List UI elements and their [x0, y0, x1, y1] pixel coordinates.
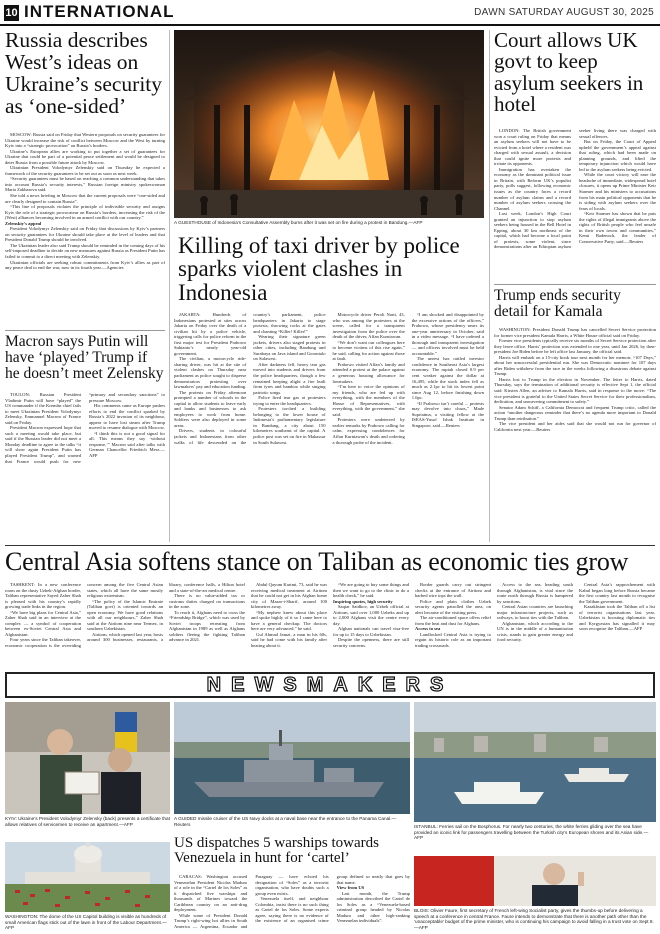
fire-image	[174, 30, 484, 218]
kyiv-photo	[5, 702, 170, 814]
russia-headline: Russia describes West’s ideas on Ukraine’s security as ‘one-sided’	[5, 28, 163, 118]
istanbul-photo	[414, 702, 656, 822]
paragraph: CARACAS: Washington accused Venezuelan President Nicolas Maduro of a role in the “Cartel de los Soles” as it dispatched five warships and thousands of Marines toward the Caribbean country on an anti-drug deployment.	[174, 874, 248, 913]
paragraph: Drivers, students in colourful jackets and Indonesians from other walks of life descended on the country’s parliament, police headquarters in Jakarta to stage protests, throwing rocks at the gates and chanting “Killer! Killer!”	[174, 312, 326, 445]
paragraph: Four years since the Taliban takeover, economic cooperation is the overriding concern among the five Central Asian states, which all have the same mostly religious extremism.	[5, 582, 163, 649]
trump-article-body	[494, 327, 656, 540]
indonesia-article-body	[174, 312, 484, 540]
paragraph: Despite the openness, there are still security concerns.	[333, 637, 409, 649]
trump-headline: Trump ends security detail for Kamala	[494, 287, 621, 320]
paragraph: Gul Ahmad Jamzi, a man in his 60s, said he had come with his family after hearing about it.	[251, 631, 327, 649]
paragraph: “This line of proposals violates the principle of indivisible security and assigns Kyiv the role of a strategic provocateur on Russia’s borders, increasing the risk of the (West) alliances becoming involved in an armed conflict with our country.”	[5, 204, 165, 221]
blois-image	[414, 856, 656, 906]
capitol-image	[5, 842, 170, 912]
paragraph: LONDON: The British government won a court ruling on Friday that means an asylum seekers will not have to be evicted from a hotel where a resident was charged with sexual assault, a decision that could ignite more protests and irritate its opponents.	[494, 128, 571, 167]
paragraph: Harris will embark on a 15-city book tour next month for her memoir, “107 Days,” about her unsuccessful presidential run. She was Democratic nominee for 107 days after Biden withdrew from the race in the weeks following a disastrous debate against Trump.	[494, 354, 656, 377]
subheading: View from US	[336, 885, 365, 891]
paragraph: While some of President Donald Trump’s right-wing hot allies in South America — Argentina, Ecuador and Paraguay — have echoed his designation of “Soles” as a terrorist organisation, who have doubts such a group even exists.	[174, 874, 329, 929]
column-divider	[169, 30, 170, 542]
paragraph: Afghan nationals can travel visa-free for up to 15 days to Uzbekistan.	[333, 626, 409, 637]
paragraph: TASHKENT: In a new conference room on the dusty Uzbek-Afghan border, Taliban representative Sayed Zaher Shah is pleased with his country’s rapidly growing trade links in the region.	[5, 582, 81, 610]
paragraph: President Macron expressed hope that such a meeting would take place, but said if the Russian leader did not meet a Monday deadline to agree to the talks “it will show again President Putin has played President Trump”, and warned that France would push for new “primary and secondary sanctions” to pressure Moscow.	[5, 392, 165, 464]
paragraph: The civilian, a motorcycle ride-sharing driver, was hit at the site of violent clashes on Thursday near parliament as police sought to disperse demonstrators protesting over lawmakers’ pay and education funding.	[174, 356, 247, 390]
paragraph: “I think this is not a good signal for all. This means they say ‘without response,’” Macron said after talks with German Chancellor Friedrich Merz.—AFP	[89, 430, 165, 459]
central-asia-article-body	[5, 582, 655, 668]
paragraph: “Keir Starmer has shown that he puts the rights of illegal immigrants above the rights of British people who feel unsafe in their own towns and communities,” Kemi Badenoch, the leader of Conservative Party, said.—Reuters	[579, 211, 656, 244]
paragraph: Harris lost to Trump in the election in November. The letter to Harris, dated Thursday, says the termination of additional security is effective Sept 1, the official said. Kirsten Allen, an adviser to Kamala Harris, said in response to the move: “The vice president is grateful to the United States Secret Service for their professionalism, dedication, and unwavering commitment to safety.”	[494, 376, 656, 405]
paragraph: JAKARTA: Hundreds of Indonesians protested at sites across Jakarta on Friday over the death of a civilian hit by a police vehicle, triggering calls for police reform in the first major test for President Prabowo Subianto’s nearly year-old government.	[174, 312, 247, 356]
macron-headline: Macron says Putin will have ‘played’ Trump if he doesn’t meet Zelensky	[5, 333, 164, 382]
kyiv-caption: KYIV: Ukraine’s President Volodymyr Zelensky (back) presents a certificate that allows relatives of servicemen to receive an apartment.—AFP	[5, 816, 170, 827]
paragraph: After darkness fell, heavy tear gas moved into students and drivers from the police headquarters, though a few remained keeping alight a fire built from tyres and bamboo while singing patriotic songs.	[253, 361, 326, 395]
paragraph: The air-conditioned space offers relief from the heat and dust for Afghans.	[415, 615, 491, 626]
istanbul-image	[414, 702, 656, 822]
column-divider	[489, 30, 490, 542]
dateline: DAWN SATURDAY AUGUST 30, 2025	[474, 7, 654, 18]
paragraph: Abdul Qayum Karimi, 73, said he was receiving medical treatment at Airitom that he could not get in his Afghan home city of Mazar-i-Sharif, around 100 kilometres away.	[251, 582, 327, 610]
paragraph: There is no value-added tax or customs duties charged on transactions in the zone.	[169, 593, 245, 610]
venezuela-article-body	[174, 874, 410, 932]
paragraph: Former vice presidents typically receive six months of Secret Service protection after they leave office. Harris’ protection was extended to one year, until Jan 2026, by then-president Joe Biden before he left office last January, the official said.	[494, 338, 656, 355]
paragraph: Motorcycle driver Peroli Narti, 43, who was among the protesters at the scene, called for a transparent investigation from the police over the death of the driver, Affan Kurniawan.	[332, 312, 405, 340]
paragraph: Ukrainian officials are seeking robust commitments from Kyiv’s allies as part of any peace deal to end the war, now in its fourth year.—Agencies	[5, 259, 165, 271]
paragraph: “We don’t want our colleagues here to become victims of this rise again,” he said, calling for action against those at fault.	[332, 339, 405, 362]
paragraph: Prabowo visited Affan’s family and attended a protest at the palace against a generous housing allowance for lawmakers.	[332, 361, 405, 384]
paragraph: MOSCOW: Russia said on Friday that Western proposals on security guarantees for Ukraine would increase the risk of conflict between Moscow and the West by turning Kyiv into a “strategic provocation” on Russia’s borders.	[5, 132, 165, 149]
subheading: Access to sea	[415, 626, 441, 632]
divider	[5, 545, 655, 546]
paragraph: Border guards carry out stringent checks at the entrance of Airitom and barbed wire tops the wall.	[415, 582, 491, 599]
page-number: 10	[5, 7, 18, 19]
section-title: INTERNATIONAL	[24, 2, 175, 21]
missile-caption: A GUIDED missile cruiser of the US Navy docks at a naval base near the entrance to the Panama Canal.—Reuters	[174, 816, 397, 827]
paragraph: President Volodymyr Zelenskiy said on Friday that discussions by Kyiv’s partners on security guarantees for Ukraine should take place at the level of leaders and that President Donald Trump should be involved.	[5, 226, 165, 243]
paragraph: The unrest has rattled investor confidence in Southeast Asia’s largest economy. The rupiah closed 0.9 per cent weaker against the dollar at 16,495, while the stock index fell as much as 2.1pc to hit its lowest point since Aug 12, before finishing down 1.6pc.	[411, 356, 484, 401]
paragraph: Police and plain clothes Uzbek security agents patrolled the area, on alert because of the visiting press.	[415, 598, 491, 615]
divider	[494, 284, 656, 285]
paragraph: Protesters were undeterred by earlier remarks by Prabowo calling for calm, expressing condolences for Affan Kurniawan’s death and ordering a thorough probe of the incident.	[332, 417, 405, 445]
paragraph: Venezuela itself, and neighbour Colombia, insist there is no such thing as Cartel de los Soles. Some experts agree, saying there is no evidence of the existence of an organised crime group defined so neatly that goes by that name.	[255, 874, 410, 924]
paragraph: Last month, the Trump administration described the Cartel de los Soles as a “Venezuela-based criminal group headed by Nicolas Maduro and other high-ranking Venezuelan individuals”.	[336, 890, 410, 924]
paragraph: The Ukrainian leader also said Trump should be reminded in the coming days of his self-imposed deadline to decide on new measures against Russia as President Putin has failed to commit to a direct meeting with Zelenskiy.	[5, 242, 165, 260]
paragraph: Last week, London’s High Court granted an injunction to stop asylum seekers being housed in the Bell Hotel in Epping, about 30 km northeast of the capital, which had become a focal point of protests, some violent, since demonstrations after an Ethiopian asylum seeker living there was charged with sexual offences.	[494, 128, 656, 250]
asylum-headline: Court allows UK govt to keep asylum seekers in hotel	[494, 28, 644, 117]
paragraph: “If Prabowo isn’t careful ... protests may devolve into chaos,” Made Supriatma, a visiting fellow at the ISEAS-Yusof Ishak Institute in Singapore, said.—Reuters	[411, 400, 484, 428]
russia-article-body	[5, 132, 165, 326]
paragraph: “I’m here to voice the opinions of my friends, who are fed up with everything, with the members of the House of Representatives, with everything, with the government,” she said.	[332, 384, 405, 417]
kyiv-image	[5, 702, 170, 814]
central-asia-headline: Central Asia softens stance on Taliban as economic ties grow	[5, 547, 629, 576]
paragraph: Senator Adam Schiff, a California Democrat and frequent Trump critic, called the action “another dangerous reminder that there’s no agenda more important to Donald Trump than retribution.”	[494, 404, 656, 421]
indonesia-photo-caption: A GUESTHOUSE of Indonesia’s Consultative Assembly burns after it was set on fire during a protest in Bandung.—AFP	[174, 220, 423, 225]
paragraph: Police fired tear gas at protesters trying to enter the headquarters.	[253, 395, 326, 406]
paragraph: The protests on Friday afternoon prompted a number of schools in the capital to allow students to leave early and banks and businesses to ask employees to work from home. Soldiers were also deployed in some areas.	[174, 389, 247, 428]
missile-cruiser-photo	[174, 702, 410, 814]
paragraph: Immigration has overtaken the economy as the dominant political issue in Britain, with Reform UK’s populist party, polls suggest, following economic issues as the country faces a record number of asylum claims and a record number of asylum seekers crossing the Channel.	[494, 166, 571, 211]
paragraph: WASHINGTON: President Donald Trump has cancelled Secret Service protection for former vice president Kamala Harris, a White House official said on Friday.	[494, 327, 656, 338]
washington-caption: WASHINGTON: The dome of the US Capitol building is visible as hundreds of small American flags stick out of the lawn in front of the Labour Department.—AFP	[5, 914, 167, 931]
paragraph: Wearing their signature green jackets, drivers also staged protests in other cities, including Bandung and Surabaya on Java island and Gorontalo on Sulawesi.	[253, 334, 326, 362]
paragraph: “We have big plans for Central Asia,” Zaher Shah said in an interview at the complex — a symbol of cooperation between ex-Soviet Central Asia and Afghanistan.	[5, 609, 81, 637]
newsmakers-title: NEWSMAKERS	[206, 674, 454, 696]
subheading: Zelenskiy’s appeal	[5, 220, 42, 226]
paragraph: While the court victory will ease the headache of immediate, widespread hotel closures, it opens up Prime Minister Keir Starmer and his ministers to accusations from his main political opponents that he is siding with asylum seekers over the fears of locals.	[579, 172, 656, 211]
paragraph: “The policy of the Islamic Emirate (Taliban govt) is oriented towards an open economy. We have good relations with all our neighbours,” Zaher Shah said at the Airitom nine near Termez, in southern Uzbekistan.	[87, 598, 163, 632]
paragraph: “We are going to buy some things and then we want to go to the clinic to do a health check,” he said.	[333, 582, 409, 599]
paragraph: “Security guarantees must be based on reaching a common understanding that takes into account Russia’s security interests,” Russian foreign ministry spokeswoman Maria Zakharova said.	[5, 176, 165, 193]
paragraph: The vice president and her aides said that she would not run for governor of California next year.—Reuters	[494, 421, 656, 432]
paragraph: Central Asian countries are launching major infrastructure projects, such as railways, to boost ties with the Taliban.	[497, 604, 573, 621]
indonesia-fire-photo	[174, 30, 484, 218]
paragraph: To reach it, Afghans need to cross the “Friendship Bridge”, which was used by Soviet troops retreating from Afghanistan in 1989 as well as Afghans soldiers fleeing the fighting Taliban advance in 2021.	[169, 609, 245, 643]
washington-photo	[5, 842, 170, 912]
blois-photo	[414, 856, 656, 906]
paragraph: She told a news briefing in Moscow that the current proposals were “one-sided and are clearly designed to contain Russia”.	[5, 193, 165, 204]
asylum-article-body	[494, 128, 656, 280]
paragraph: Ukrainian President Volodymyr Zelenskiy said on Thursday he expected a framework of the security guarantees to be set out as soon as next week.	[5, 165, 165, 176]
paragraph: Protesters torched a building belonging to the lower house of Indonesia’s parliamentary legislature in Bandung, a city about 150 kilometres southeast of the capital. A police post was set on fire in Makassar in South Sulawesi.	[253, 406, 326, 445]
paragraph: But on Friday, the Court of Appeal upheld the government’s appeal against that ruling, which had been made on planning grounds, and lifted the temporary injunction which would have led to the asylum seekers being evicted.	[579, 139, 656, 172]
paragraph: Afghanistan, which according to the UN is in the middle of a humanitarian crisis, stands to gain greater energy and food security.	[497, 620, 573, 643]
paragraph: “I am shocked and disappointed by the excessive actions of the officers,” Prabowo, whose presidency nears its one-year anniversary in October, said in a video message. “I have ordered a thorough and transparent investigation — and officers involved must be held accountable.”	[411, 312, 484, 356]
paragraph: Airitom, which opened last year, hosts around 300 businesses, restaurants, a library, conference halls, a Hilton hotel and a state-of-the-art medical centre.	[87, 582, 245, 643]
paragraph: Access to the sea, heading south through Afghanistan, is vital since the route north through Russia is hampered by sanctions.	[497, 582, 573, 604]
newsmakers-banner	[5, 672, 655, 698]
indonesia-headline: Killing of taxi driver by police sparks violent clashes in Indonesia	[178, 233, 460, 305]
subheading: Inspiring quotes, high security	[333, 598, 393, 604]
paragraph: Kazakhstan took the Taliban off a list of terrorist organisations last year, Uzbekistan is boosting diplomatic ties and Kyrgyzstan has signalled it may soon recognise the Taliban.—AFP	[579, 604, 655, 632]
paragraph: TOULON: Russian President Vladimir Putin will have “played” the US commander if the Kremlin chief fails to meet Ukrainian President Volodymyr Zelensky, Emmanuel Macron of France said on Friday.	[5, 392, 81, 425]
paragraph: His comments came as Europe pushes efforts to end the conflict sparked by Russia’s 2022 invasion of its neighbour, appear to have lost steam after Trump moved to resume dialogue with Moscow.	[89, 403, 165, 431]
paragraph: “My nephew knew about this place and spoke highly of it so I came here to have a general checkup. The doctors here are very advanced,” he said.	[251, 609, 327, 632]
blois-caption: BLOIS: Olivier Faure, first secretary of French left-wing Socialist party, gives the thumbs-up before delivering a speech at a conference in central France. Faure intends to demonstrate that there is another path other than the ‘unacceptable’ budget of the prime minister, who is continuing his campaign to avoid falling in a trust vote on Sept 8.—AFP	[414, 908, 654, 930]
paragraph: Central Asia’s rapprochement with Kabul began long before Russia became the first country last month to recognise the Taliban government.	[579, 582, 655, 604]
cruiser-image	[174, 702, 410, 814]
paragraph: Ukraine’s European allies are working to put together a set of guarantees for Ukraine that could be part of a potential peace settlement and would be designed to deter Russia from a possible future attack by Moscow.	[5, 148, 165, 165]
istanbul-caption: ISTANBUL: Ferries sail on the Bosphorus. For nearly two centuries, the white ferries gliding over the sea have provided an iconic link for passengers travelling between the Turkish city’s European shores and its Asian side.—AFP	[414, 824, 649, 841]
divider	[5, 330, 165, 331]
paragraph: Saqiar Saidkov, an Uzbek official at Airitom, said over 1,000 Uzbeks and up to 2,000 Afghans visit the centre every day.	[333, 604, 409, 626]
macron-article-body	[5, 392, 165, 540]
paragraph: Landlocked Central Asia is trying to regain its historic role as an important trading crossroads.	[415, 631, 491, 649]
venezuela-headline: US dispatches 5 warships towards Venezuela in hunt for ‘cartel’	[174, 835, 379, 867]
